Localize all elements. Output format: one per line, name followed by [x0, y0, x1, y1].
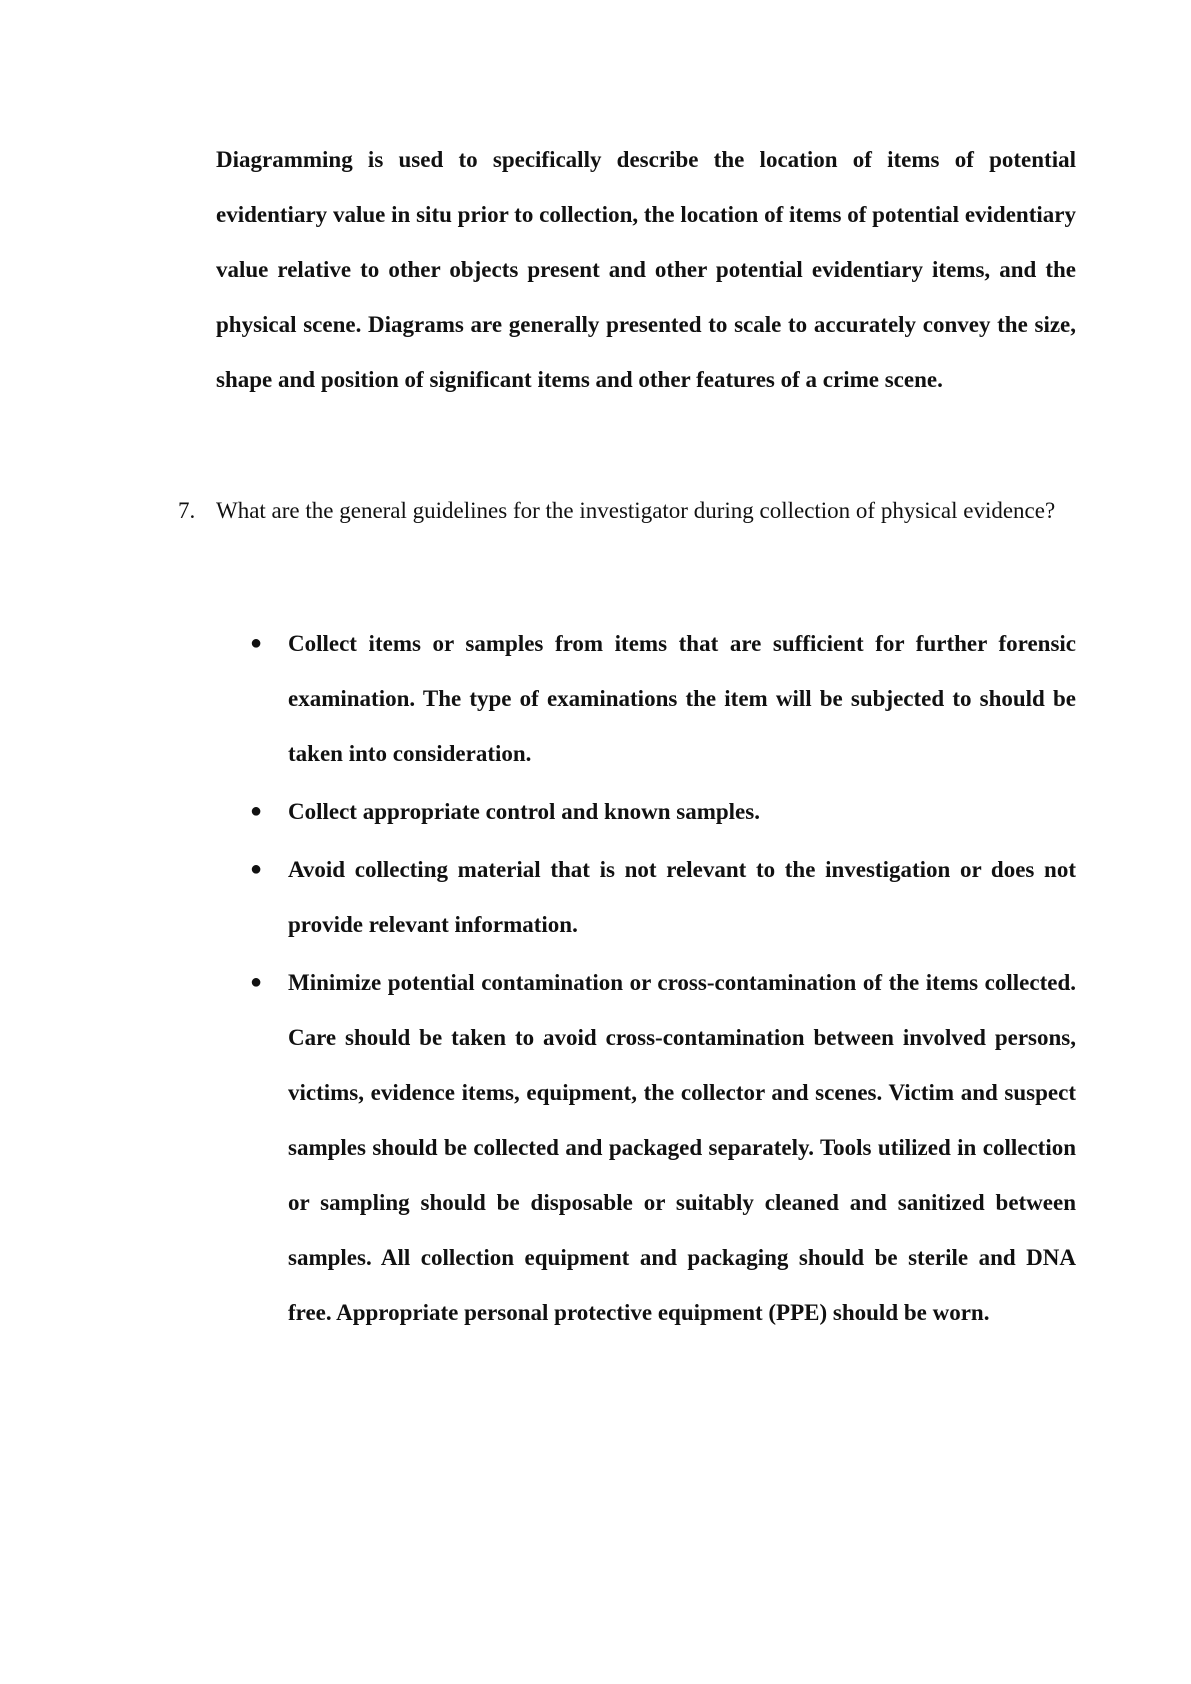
- bullet-icon: ●: [250, 858, 263, 880]
- list-item: [246, 784, 1076, 839]
- question-text: What are the general guidelines for the investigator during collection of physical evidence?: [216, 498, 1056, 523]
- list-item-text: Avoid collecting material that is not relevant to the investigation or does not provide relevant information.: [288, 857, 1076, 937]
- bullet-icon: ●: [250, 800, 263, 822]
- bullet-icon: ●: [250, 971, 263, 993]
- list-item: [246, 955, 1076, 1340]
- list-item: [246, 842, 1076, 952]
- list-item-text: Minimize potential contamination or cross-contamination of the items collected. Care should be taken to avoid cross-contamination between involved persons, victims, evidence items, equipment, the collector and scenes. Victim and suspect samples should be collected and packaged separately. Tools utilized in collection or sampling should be disposable or suitably cleaned and sanitized between samples. All collection equipment and packaging should be sterile and DNA free. Appropriate personal protective equipment (PPE) should be worn.: [288, 970, 1076, 1325]
- list-item-text: Collect items or samples from items that are sufficient for further forensic examination. The type of examinations the item will be subjected to should be taken into consideration.: [288, 631, 1076, 766]
- list-item-text: Collect appropriate control and known samples.: [288, 799, 760, 824]
- question-number: 7.: [178, 498, 196, 523]
- answer-paragraph: Diagramming is used to specifically describe the location of items of potential evidentiary value in situ prior to collection, the location of items of potential evidentiary value relative to other objects present and other potential evidentiary items, and the physical scene. Diagrams are generally presented to scale to accurately convey the size, shape and position of significant items and other features of a crime scene.: [216, 147, 1076, 392]
- bullet-icon: ●: [250, 632, 263, 654]
- guidelines-list: [246, 616, 1076, 1343]
- list-item: [246, 616, 1076, 781]
